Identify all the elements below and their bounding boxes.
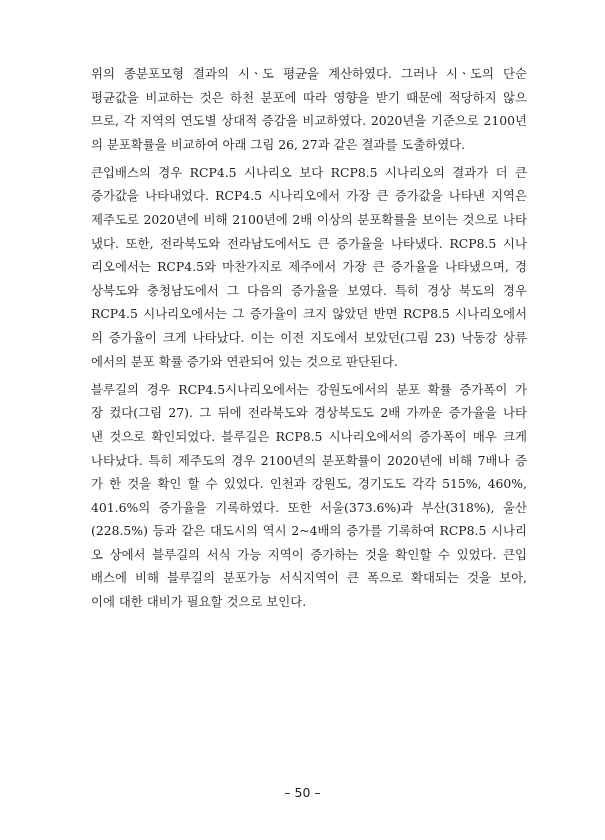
- text-line: 큰입배스의 경우 RCP4.5 시나리오 보다 RCP8.5 시나리오의 결과가 더 큰: [91, 164, 527, 180]
- text-line: (228.5%) 등과 같은 대도시의 역시 2~4배의 증가를 기록하여 RCP8.5 시나리: [91, 523, 527, 539]
- text-line: 블루길의 경우 RCP4.5시나리오에서는 강원도에서의 분포 확률 증가폭이 가: [91, 381, 527, 397]
- text-line: 나타났다. 특히 제주도의 경우 2100년의 분포확률이 2020년에 비해 7배나 증: [91, 452, 527, 468]
- text-line: 401.6%의 증가율을 기록하였다. 또한 서울(373.6%)과 부산(318%), 울산: [91, 499, 527, 515]
- paragraph-1: [80, 62, 527, 156]
- text-line: 의 분포확률을 비교하여 아래 그림 26, 27과 같은 결과를 도출하였다.: [91, 136, 466, 152]
- text-line: 배스에 비해 블루길의 분포가능 서식지역이 큰 폭으로 확대되는 것을 보아,: [91, 570, 527, 586]
- text-line: 므로, 각 지역의 연도별 상대적 증감을 비교하였다. 2020년을 기준으로 2100년: [91, 113, 527, 129]
- text-line: 가 한 것을 확인 할 수 있었다. 인천과 강원도, 경기도도 각각 515%, 460%,: [91, 476, 527, 492]
- page-number: – 50 –: [284, 785, 321, 800]
- text-line: 낸 것으로 확인되었다. 블루길은 RCP8.5 시나리오에서의 증가폭이 매우 크게: [91, 428, 527, 444]
- paragraph-2: [80, 161, 527, 373]
- text-line: 에서의 분포 확률 증가와 연관되어 있는 것으로 판단된다.: [91, 353, 398, 369]
- text-line: 상북도와 충청남도에서 그 다음의 증가율을 보였다. 특히 경상 북도의 경우: [91, 282, 527, 298]
- text-line: 리오에서는 RCP4.5와 마찬가지로 제주에서 가장 큰 증가율을 나타냈으며, 경: [91, 259, 527, 275]
- text-line: 의 증가율이 크게 나타났다. 이는 이전 지도에서 보았던(그림 23) 낙동강 상류: [91, 330, 527, 346]
- text-line: 위의 종분포모형 결과의 시ㆍ도 평균을 계산하였다. 그러나 시ㆍ도의 단순: [91, 66, 527, 81]
- text-line: 오 상에서 블루길의 서식 가능 지역이 증가하는 것을 확인할 수 있었다. 큰입: [91, 546, 527, 562]
- text-line: RCP4.5 시나리오에서는 그 증가율이 크지 않았던 반면 RCP8.5 시나리오에서: [91, 306, 527, 322]
- text-line: 제주도로 2020년에 비해 2100년에 2배 이상의 분포확률을 보이는 것으로 나타: [91, 212, 527, 228]
- text-line: 이에 대한 대비가 필요할 것으로 보인다.: [91, 594, 307, 610]
- text-line: 증가값을 나타내었다. RCP4.5 시나리오에서 가장 큰 증가값을 나타낸 지역은: [91, 188, 527, 204]
- text-line: 평균값을 비교하는 것은 하천 분포에 따라 영향을 받기 때문에 적당하지 않으: [91, 89, 527, 105]
- body-text: [80, 62, 527, 618]
- paragraph-3: [80, 378, 527, 614]
- text-line: 장 컸다(그림 27). 그 뒤에 전라북도와 경상북도도 2배 가까운 증가율을 나타: [91, 405, 527, 421]
- text-line: 냈다. 또한, 전라북도와 전라남도에서도 큰 증가율을 나타냈다. RCP8.5 시나: [91, 235, 527, 251]
